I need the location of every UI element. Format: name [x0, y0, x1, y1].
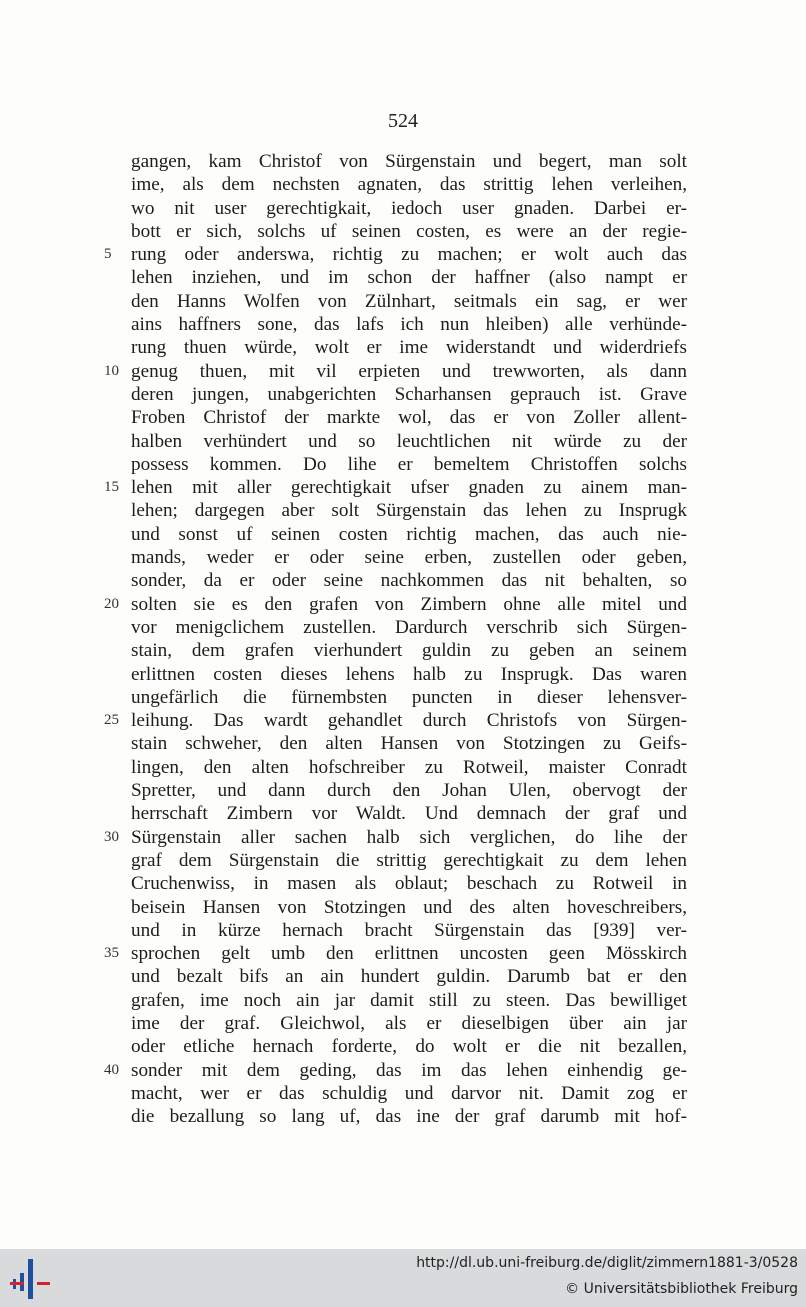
line-text: herrschaft Zimbern vor Waldt. Und demnach der graf und — [131, 803, 687, 825]
line-text: halben verhündert und so leuchtlichen nit würde zu der — [131, 430, 687, 452]
text-line — [131, 406, 687, 429]
line-text: Spretter, und dann durch den Johan Ulen, obervogt der — [131, 780, 687, 802]
line-text: lehen; dargegen aber solt Sürgenstain das lehen zu Insprugk — [131, 500, 687, 522]
line-text: macht, wer er das schuldig und darvor nit. Damit zog er — [131, 1082, 687, 1104]
text-line — [104, 709, 687, 732]
line-text: Froben Christof der markte wol, das er von Zoller allent- — [131, 407, 687, 429]
text-line — [131, 849, 687, 872]
text-line — [131, 802, 687, 825]
line-number: 20 — [104, 595, 119, 612]
text-line — [131, 150, 687, 173]
text-line — [104, 942, 687, 965]
text-line — [131, 220, 687, 243]
text-line — [131, 872, 687, 895]
line-text: stain, dem grafen vierhundert guldin zu geben an seinem — [131, 640, 687, 662]
text-line — [131, 1082, 687, 1105]
line-text: mands, weder er oder seine erben, zustellen oder geben, — [131, 547, 687, 569]
line-number: 25 — [104, 712, 119, 729]
line-number: 5 — [104, 246, 112, 263]
line-text: rung thuen würde, wolt er ime widerstandt und widerdriefs — [131, 337, 687, 359]
line-text: ungefärlich die fürnembsten puncten in dieser lehensver- — [131, 686, 687, 708]
line-text: ime der graf. Gleichwol, als er dieselbigen über ain jar — [131, 1012, 687, 1034]
line-text: und sonst uf seinen costen richtig machen, das auch nie- — [131, 523, 687, 545]
text-line — [131, 173, 687, 196]
text-line — [131, 453, 687, 476]
line-text: grafen, ime noch ain jar damit still zu steen. Das bewilliget — [131, 989, 687, 1011]
text-line — [131, 616, 687, 639]
text-line — [104, 593, 687, 616]
text-line — [131, 266, 687, 289]
line-text: beisein Hansen von Stotzingen und des alten hoveschreibers, — [131, 896, 687, 918]
line-text: Sürgenstain aller sachen halb sich verglichen, do lihe der — [131, 826, 687, 848]
page-number: 524 — [388, 110, 418, 132]
line-text: ains haffners sone, das lafs ich nun hleiben) alle verhünde- — [131, 314, 687, 336]
line-text: vor menigclichem zustellen. Dardurch verschrib sich Sürgen- — [131, 616, 687, 638]
text-line — [104, 826, 687, 849]
line-text: stain schweher, den alten Hansen von Stotzingen zu Geifs- — [131, 733, 687, 755]
text-line — [131, 290, 687, 313]
line-text: lehen mit aller gerechtigkait ufser gnaden zu ainem man- — [131, 477, 687, 499]
line-number: 15 — [104, 479, 119, 496]
text-line — [131, 732, 687, 755]
text-line — [104, 243, 687, 266]
text-line — [131, 989, 687, 1012]
text-line — [131, 896, 687, 919]
line-text: ime, als dem nechsten agnaten, das strittig lehen verleihen, — [131, 174, 687, 196]
line-text: deren jungen, unabgerichten Scharhansen geprauch ist. Grave — [131, 383, 687, 405]
text-line — [131, 197, 687, 220]
line-text: sonder, da er oder seine nachkommen das nit behalten, so — [131, 570, 687, 592]
text-line — [131, 663, 687, 686]
line-text: wo nit user gerechtigkait, iedoch user gnaden. Darbei er- — [131, 197, 687, 219]
text-line — [131, 1105, 687, 1128]
text-line — [131, 1035, 687, 1058]
text-line — [131, 919, 687, 942]
line-text: possess kommen. Do lihe er bemeltem Christoffen solchs — [131, 453, 687, 475]
text-line — [131, 313, 687, 336]
line-number: 40 — [104, 1061, 119, 1078]
line-text: rung oder anderswa, richtig zu machen; er wolt auch das — [131, 244, 687, 266]
line-text: den Hanns Wolfen von Zülnhart, seitmals ein sag, er wer — [131, 290, 687, 312]
text-line — [131, 383, 687, 406]
line-text: Cruchenwiss, in masen als oblaut; beschach zu Rotweil in — [131, 873, 687, 895]
text-line — [131, 686, 687, 709]
line-text: gangen, kam Christof von Sürgenstain und begert, man solt — [131, 151, 687, 172]
text-line — [131, 639, 687, 662]
text-line — [131, 523, 687, 546]
text-line — [131, 546, 687, 569]
line-text: oder etliche hernach forderte, do wolt er die nit bezallen, — [131, 1036, 687, 1058]
text-line — [104, 360, 687, 383]
line-text: genug thuen, mit vil erpieten und trewworten, als dann — [131, 360, 687, 382]
text-line — [131, 430, 687, 453]
text-line — [131, 965, 687, 988]
text-line — [131, 779, 687, 802]
text-line — [104, 476, 687, 499]
line-number: 35 — [104, 945, 119, 962]
line-text: sprochen gelt umb den erlittnen uncosten geen Mösskirch — [131, 943, 687, 965]
text-line — [131, 756, 687, 779]
line-text: bott er sich, solchs uf seinen costen, es were an der regie- — [131, 220, 687, 242]
document-url-link[interactable]: http://dl.ub.uni-freiburg.de/diglit/zimmern1881-3/0528 — [416, 1255, 798, 1271]
line-text: lehen inziehen, und im schon der haffner (also nampt er — [131, 267, 687, 289]
line-text: und bezalt bifs an ain hundert guldin. Darumb bat er den — [131, 966, 687, 988]
line-text: sonder mit dem geding, das im das lehen einhendig ge- — [131, 1059, 687, 1081]
line-number: 10 — [104, 362, 119, 379]
text-block — [104, 150, 687, 1128]
line-text: graf dem Sürgenstain die strittig gerechtigkait zu dem lehen — [131, 849, 687, 871]
line-text: leihung. Das wardt gehandlet durch Christofs von Sürgen- — [131, 710, 687, 732]
line-text: lingen, den alten hofschreiber zu Rotweil, maister Conradt — [131, 756, 687, 778]
copyright-text: © Universitätsbibliothek Freiburg — [565, 1281, 798, 1297]
text-line — [131, 569, 687, 592]
text-line — [104, 1059, 687, 1082]
line-text: und in kürze hernach bracht Sürgenstain das [939] ver- — [131, 919, 687, 941]
line-text: die bezallung so lang uf, das ine der graf darumb mit hof- — [131, 1106, 687, 1128]
text-line — [131, 336, 687, 359]
footer-bar — [0, 1249, 806, 1307]
text-line — [131, 499, 687, 522]
line-text: solten sie es den grafen von Zimbern ohne alle mitel und — [131, 593, 687, 615]
library-logo-icon[interactable] — [10, 1259, 52, 1299]
line-number: 30 — [104, 828, 119, 845]
line-text: erlittnen costen dieses lehens halb zu Insprugk. Das waren — [131, 663, 687, 685]
text-line — [131, 1012, 687, 1035]
